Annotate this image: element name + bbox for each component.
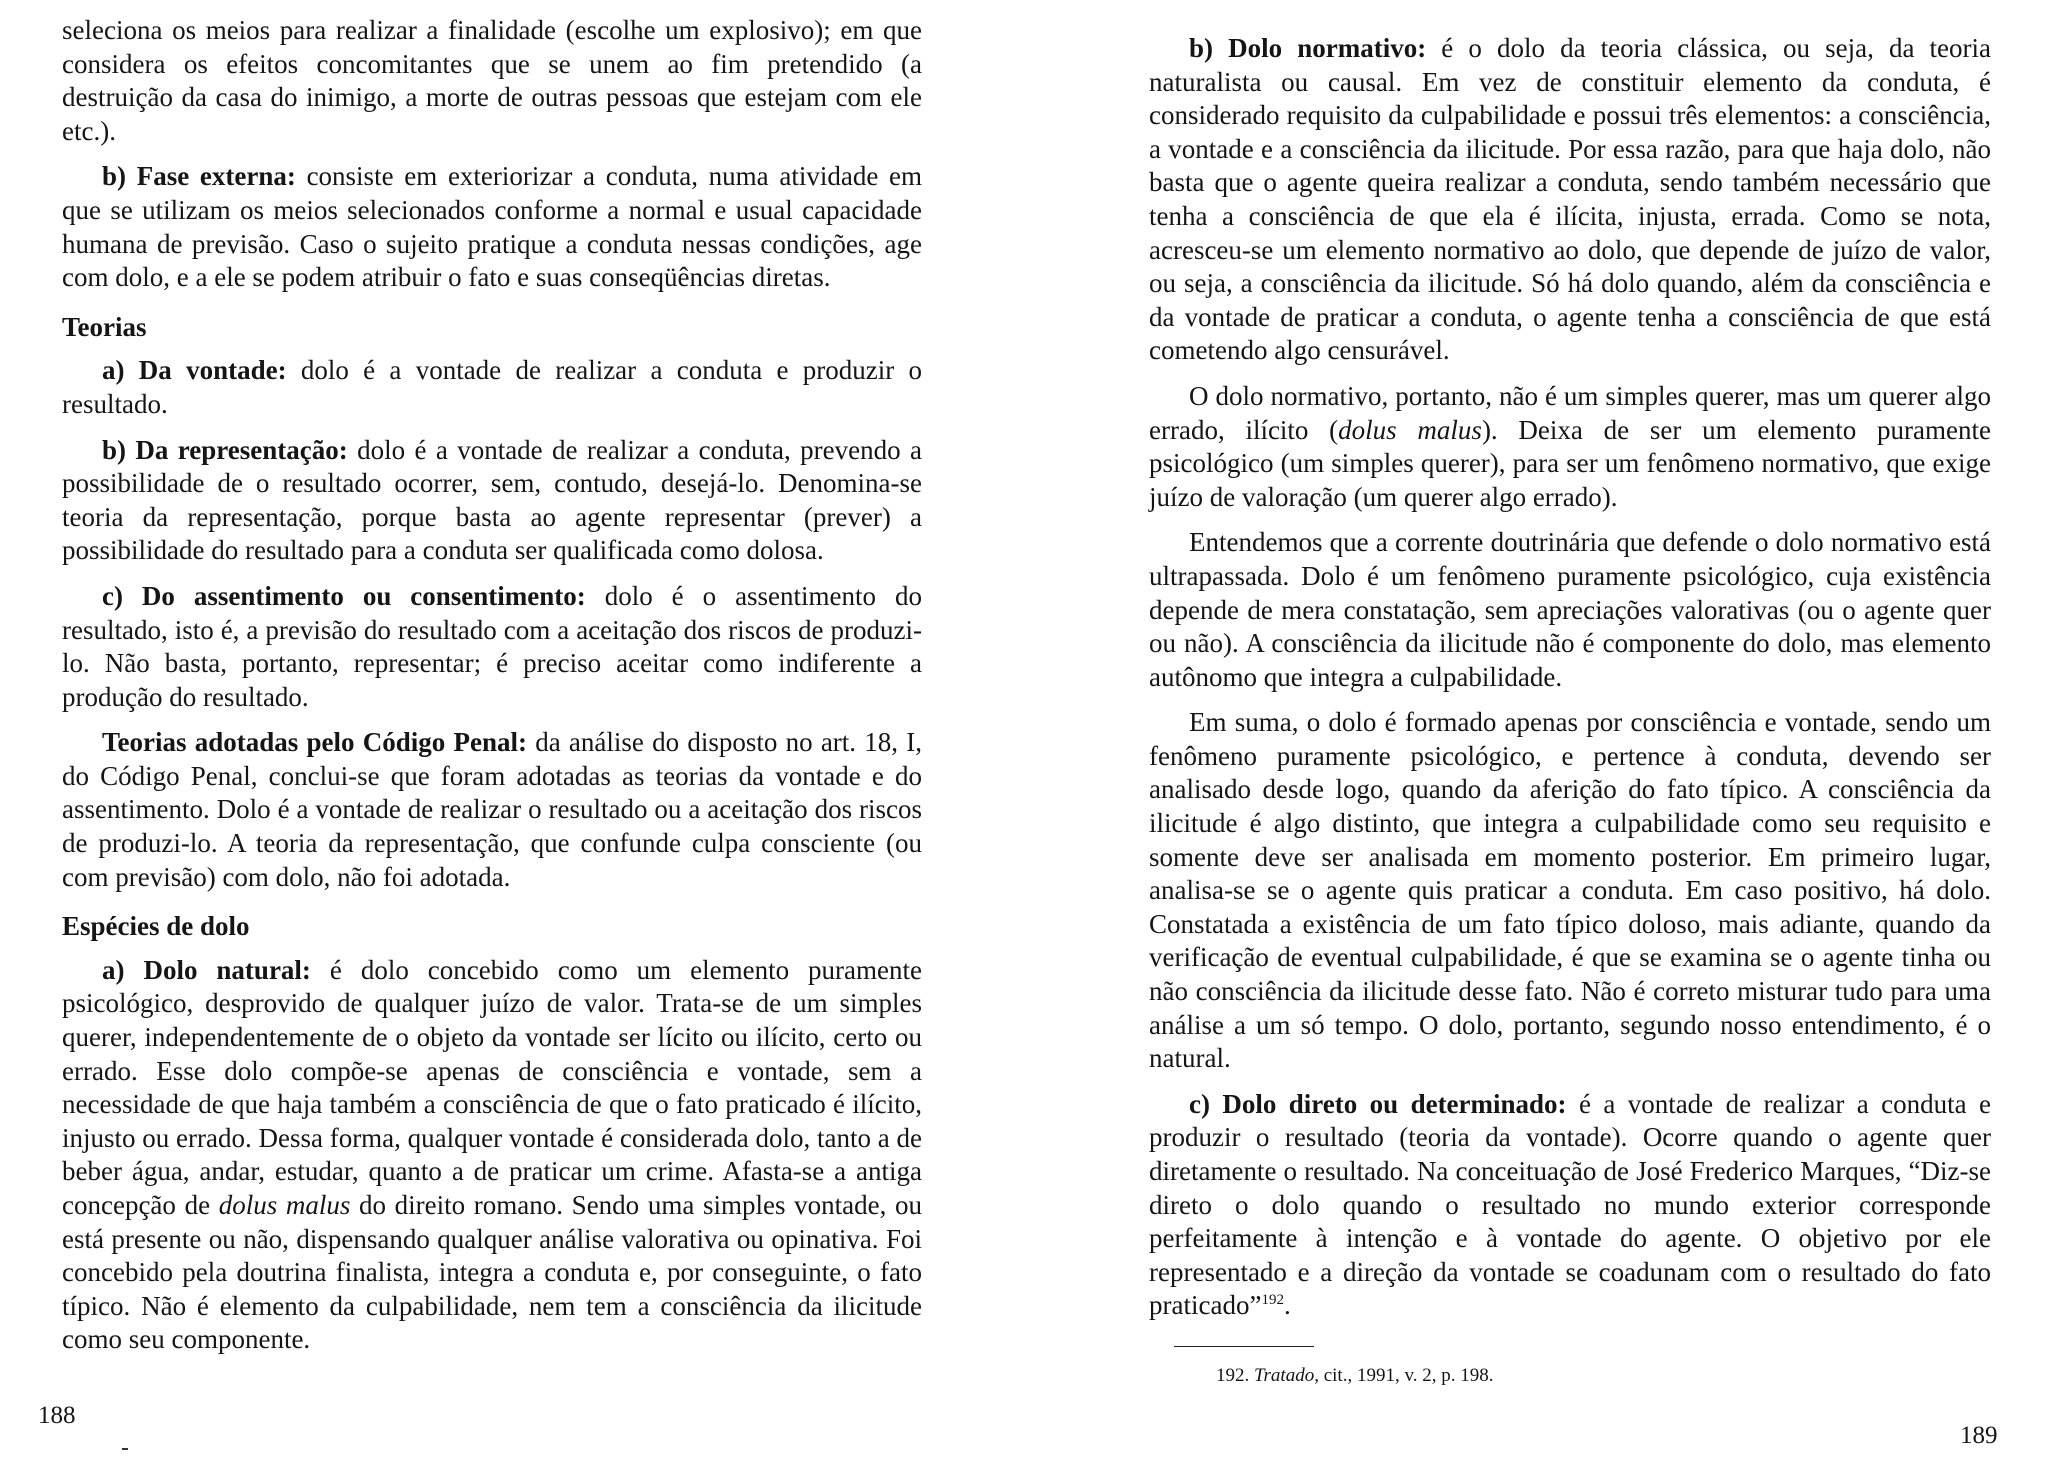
term-label: b) Dolo normativo: <box>1189 33 1427 63</box>
paragraph-entendemos: Entendemos que a corrente doutrinária que defende o dolo normativo está ultrapassada. Dolo é um fenômeno puramente psicológico, cuja existência depende de mera constatação, sem apreciações valorativas (ou o agente quer ou não). A consciência da ilicitude não é componente do dolo, mas elemento autônomo que integra a culpabilidade. <box>1149 527 1991 692</box>
italic-term: dolus malus <box>1338 414 1482 445</box>
print-mark <box>122 1448 128 1450</box>
term-label: a) Da vontade: <box>102 355 287 386</box>
footnote-title: Tratado <box>1254 1365 1315 1386</box>
paragraph-em-suma: Em suma, o dolo é formado apenas por consciência e vontade, sendo um fenômeno puramente psicológico, e pertence à conduta, devendo ser analisado desde logo, quando da aferição do fato típico. A consciência da ilicitude é algo distinto, que integra a culpabilidade como seu requisito e somente deve ser analisada em momento posterior. Em primeiro lugar, analisa-se se o agente quis praticar a conduta. Em caso positivo, há dolo. Constatada a existência de um fato típico doloso, mais adiante, quando da verificação de eventual culpabilidade, é que se examina se o agente tinha ou não consciência da ilicitude desse fato. Não é correto misturar tudo para uma análise a um só tempo. O dolo, portanto, segundo nosso entendimento, é o natural. <box>1149 707 1991 1074</box>
paragraph-text: O dolo normativo, portanto, não é um simples querer, mas um querer algo errado, ilícito ( <box>1149 380 1991 445</box>
paragraph-intro: seleciona os meios para realizar a finalidade (escolhe um explosivo); em que considera os efeitos concomitantes que se unem ao fim pretendido (a destruição da casa do inimigo, a morte de outras pessoas que estejam com ele etc.). <box>62 15 922 146</box>
footnote <box>1216 1364 1493 1388</box>
term-label: b) Da representação: <box>102 434 348 465</box>
term-label: Teorias adotadas pelo Código Penal: <box>102 727 527 758</box>
term-label: c) Dolo direto ou determinado: <box>1189 1088 1567 1119</box>
paragraph-dolo-normativo-2 <box>1149 380 1991 514</box>
heading-especies-de-dolo: Espécies de dolo <box>62 911 250 942</box>
paragraph-text: consiste em exteriorizar a conduta, numa atividade em que se utilizam os meios selecionados conforme a normal e usual capacidade humana de previsão. Caso o sujeito pratique a conduta nessas condições, age com dolo, e a ele se podem atribuir o fato e suas conseqüências diretas. <box>62 161 922 293</box>
footnote-text: , cit., 1991, v. 2, p. 198. <box>1314 1365 1494 1386</box>
paragraph-teoria-representacao <box>62 434 922 568</box>
paragraph-dolo-direto <box>1149 1088 1991 1323</box>
paragraph-text: é dolo concebido como um elemento puramente psicológico, desprovido de qualquer juízo de valor. Trata-se de um simples querer, independentemente de o objeto da vontade ser lícito ou ilícito, certo ou errado. Esse dolo compõe-se apenas de consciência e vontade, sem a necessidade de que haja também a consciência de que o fato praticado é ilícito, injusto ou errado. Dessa forma, qualquer vontade é considerada dolo, tanto a de beber água, andar, estudar, quanto a de praticar um crime. Afasta-se a antiga concepção de <box>62 954 922 1220</box>
paragraph-teorias-adotadas <box>62 726 922 894</box>
term-label: b) Fase externa: <box>102 161 296 192</box>
term-label: c) Do assentimento ou consentimento: <box>102 580 586 611</box>
footnote-divider <box>1174 1346 1314 1347</box>
right-page-text <box>1149 32 1991 1335</box>
heading-teorias: Teorias <box>62 311 147 342</box>
left-page-text <box>62 14 922 1369</box>
paragraph-text: ). Deixa de ser um elemento puramente psicológico (um simples querer), para ser um fenômeno normativo, que exige juízo de valoração (um querer algo errado). <box>1149 414 1991 512</box>
paragraph-text: do direito romano. Sendo uma simples vontade, ou está presente ou não, dispensando qualquer análise valorativa ou opinativa. Foi concebido pela doutrina finalista, integra a conduta e, por conseguinte, o fato típico. Não é elemento da culpabilidade, nem tem a consciência da ilicitude como seu componente. <box>62 1190 922 1355</box>
page-number: 188 <box>38 1402 76 1429</box>
paragraph-text: dolo é o assentimento do resultado, isto é, a previsão do resultado com a aceitação dos riscos de produzi-lo. Não basta, portanto, representar; é preciso aceitar como indiferente a produção do resultado. <box>62 580 922 712</box>
paragraph-dolo-natural <box>62 954 922 1357</box>
paragraph-text: é a vontade de realizar a conduta e produzir o resultado (teoria da vontade). Ocorre quando o agente quer diretamente o resultado. Na conceituação de José Frederico Marques, “Diz-se direto o dolo quando o resultado no mundo exterior corresponde perfeitamente à intenção e à vontade do agente. O objetivo por ele representado e a direção da vontade se coadunam com o resultado do fato praticado” <box>1149 1088 1991 1321</box>
paragraph-text: dolo é a vontade de realizar a conduta, prevendo a possibilidade de o resultado ocorrer, sem, contudo, desejá-lo. Denomina-se teoria da representação, porque basta ao agente representar (prever) a possibilidade do resultado para a conduta ser qualificada como dolosa. <box>62 434 922 566</box>
paragraph-fase-externa <box>62 160 922 294</box>
paragraph-teoria-vontade <box>62 354 922 421</box>
right-page <box>1024 0 2048 1472</box>
page-number: 189 <box>1960 1422 1998 1449</box>
paragraph-end: . <box>1283 1290 1291 1321</box>
italic-term: dolus malus <box>218 1190 351 1220</box>
paragraph-text: da análise do disposto no art. 18, I, do Código Penal, conclui-se que foram adotadas as teorias da vontade e do assentimento. Dolo é a vontade de realizar o resultado ou a aceitação dos riscos de produzi-lo. A teoria da representação, que confunde culpa consciente (ou com previsão) com dolo, não foi adotada. <box>62 727 922 892</box>
term-label: a) Dolo natural: <box>102 954 311 985</box>
paragraph-dolo-normativo <box>1149 32 1991 368</box>
paragraph-text: dolo é a vontade de realizar a conduta e produzir o resultado. <box>62 355 922 419</box>
footnote-number: 192. <box>1216 1365 1250 1386</box>
footnote-reference: 192 <box>1261 1292 1284 1309</box>
paragraph-teoria-assentimento <box>62 580 922 714</box>
paragraph-text: é o dolo da teoria clássica, ou seja, da teoria naturalista ou causal. Em vez de constituir elemento da conduta, é considerado requisito da culpabilidade e possui três elementos: a consciência, a vontade e a consciência da ilicitude. Por essa razão, para que haja dolo, não basta que o agente queira realizar a conduta, sendo também necessário que tenha a consciência de que ela é ilícita, injusta, errada. Como se nota, acresceu-se um elemento normativo ao dolo, que depende de juízo de valor, ou seja, a consciência da ilicitude. Só há dolo quando, além da consciência e da vontade de praticar a conduta, o agente tenha a consciência de que está cometendo algo censurável. <box>1149 33 1991 366</box>
